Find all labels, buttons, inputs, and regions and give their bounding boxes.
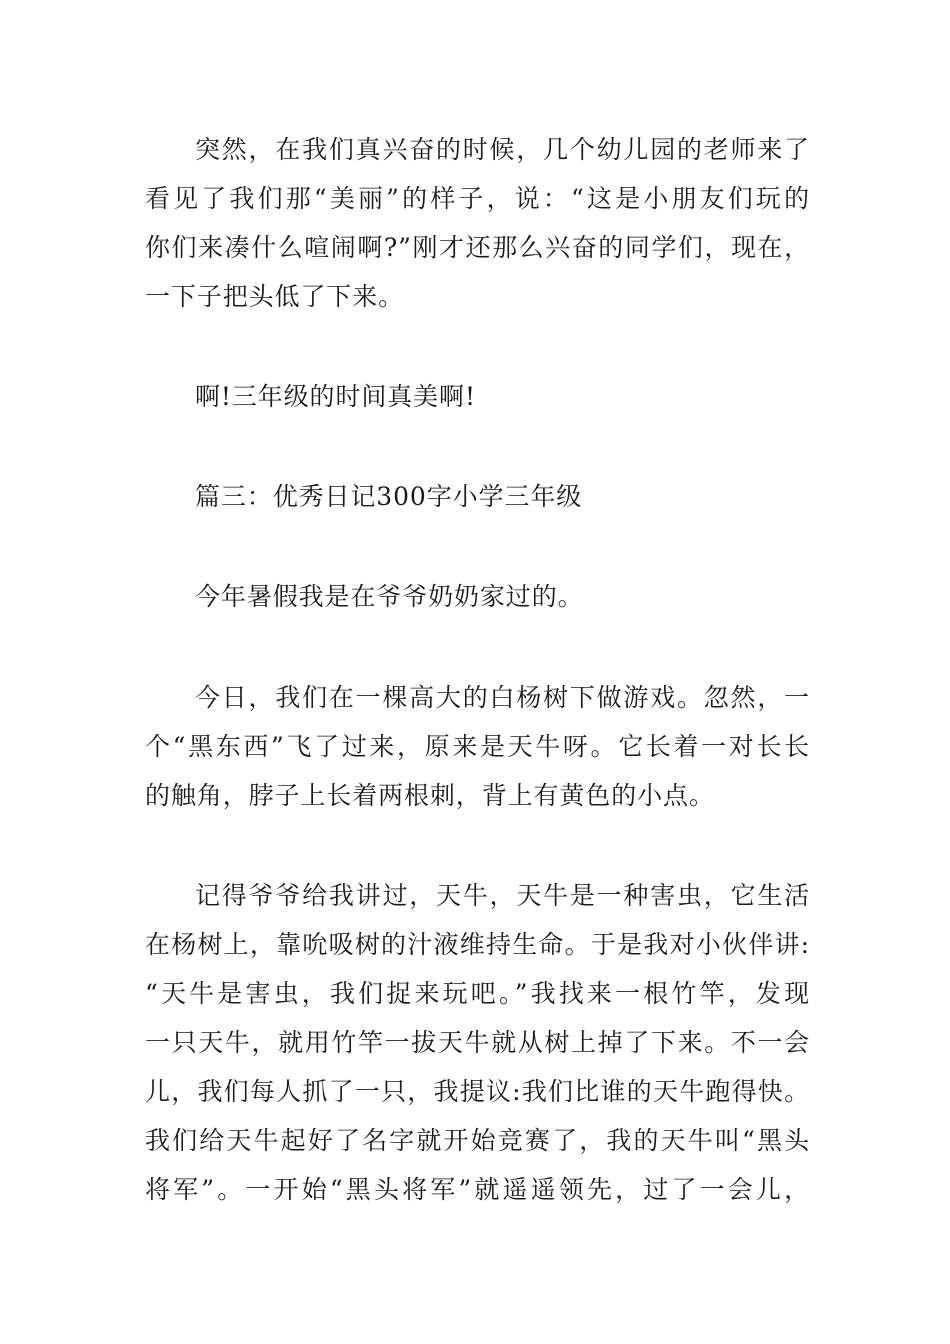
paragraph-line: 一只天牛，就用竹竿一拔天牛就从树上掉了下来。不一会 [145, 1028, 810, 1057]
paragraph-line: 一下子把头低了下来。 [145, 282, 405, 311]
paragraph-line: 今年暑假我是在爷爷奶奶家过的。 [195, 582, 584, 611]
paragraph-line: 突然，在我们真兴奋的时候，几个幼儿园的老师来了 [195, 135, 810, 164]
paragraph-line: 看见了我们那“美丽”的样子，说：“这是小朋友们玩的 [145, 184, 810, 213]
paragraph-line: 记得爷爷给我讲过，天牛，天牛是一种害虫，它生活 [195, 881, 810, 910]
paragraph-line: 在杨树上，靠吮吸树的汁液维持生命。于是我对小伙伴讲: [145, 930, 810, 959]
paragraph-line: 儿，我们每人抓了一只，我提议:我们比谁的天牛跑得快。 [145, 1077, 810, 1106]
paragraph-line: 个“黑东西”飞了过来，原来是天牛呀。它长着一对长长 [145, 732, 810, 761]
paragraph-line: 你们来凑什么喧闹啊?”刚才还那么兴奋的同学们，现在， [145, 233, 810, 262]
paragraph-line: 我们给天牛起好了名字就开始竞赛了，我的天牛叫“黑头 [145, 1126, 810, 1155]
document-page [145, 0, 810, 1344]
paragraph-line: 将军”。一开始“黑头将军”就遥遥领先，过了一会儿， [145, 1175, 810, 1204]
section-heading: 篇三：优秀日记300字小学三年级 [195, 482, 583, 511]
paragraph-line: 啊!三年级的时间真美啊! [195, 382, 476, 411]
paragraph-line: 的触角，脖子上长着两根刺，背上有黄色的小点。 [145, 781, 715, 810]
paragraph-line: “天牛是害虫，我们捉来玩吧。”我找来一根竹竿，发现 [145, 979, 810, 1008]
paragraph-line: 今日，我们在一棵高大的白杨树下做游戏。忽然，一 [195, 683, 810, 712]
